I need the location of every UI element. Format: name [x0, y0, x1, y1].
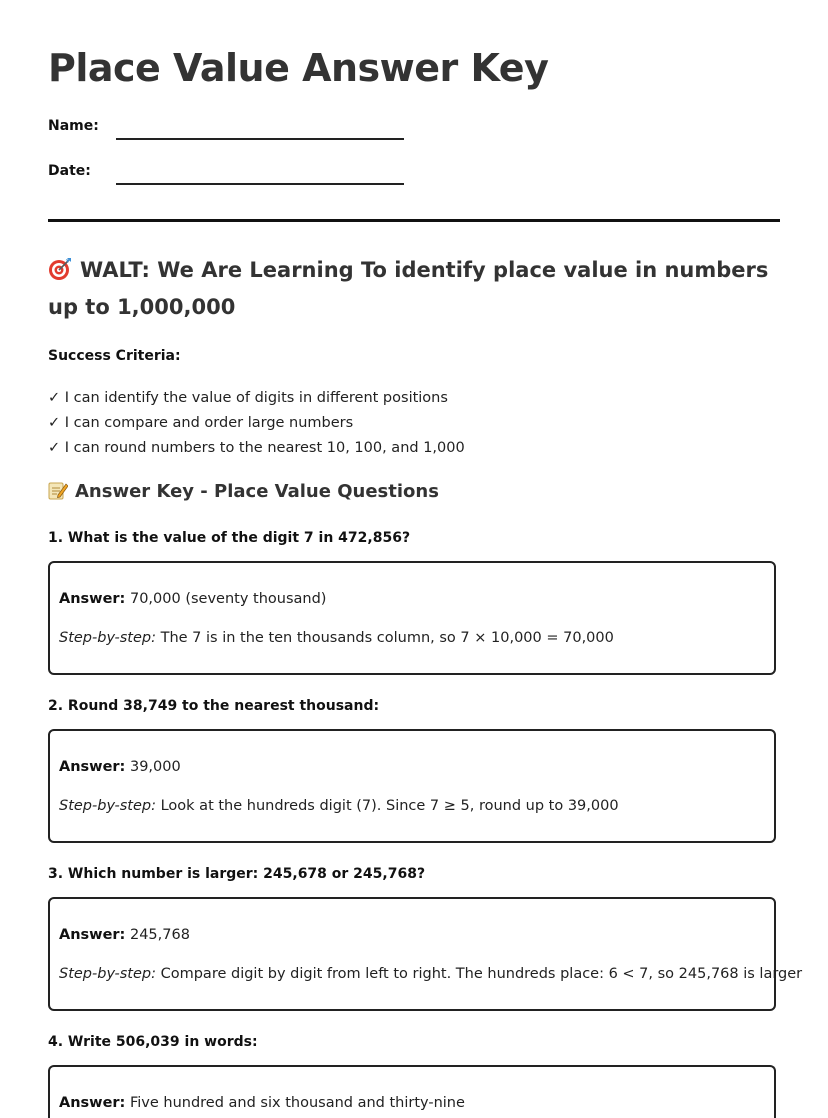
criteria-item: ✓ I can round numbers to the nearest 10, 100, and 1,000 — [48, 440, 465, 456]
step-2 — [59, 798, 619, 814]
answer-text: Five hundred and six thousand and thirty-nine — [129, 1095, 465, 1111]
criteria-item: ✓ I can identify the value of digits in different positions — [48, 390, 448, 406]
date-input-line[interactable] — [116, 183, 404, 185]
answer-4 — [59, 1095, 465, 1111]
answer-box-1 — [48, 561, 776, 675]
date-field[interactable] — [48, 163, 408, 187]
question-1: 1. What is the value of the digit 7 in 472,856? — [48, 530, 411, 546]
memo-icon — [48, 480, 68, 500]
walt-heading — [48, 252, 780, 326]
page-title: Place Value Answer Key — [48, 46, 549, 90]
answer-label: Answer: — [59, 1095, 126, 1111]
date-label: Date: — [48, 163, 91, 179]
answer-key-heading — [48, 480, 439, 502]
answer-box-2 — [48, 729, 776, 843]
step-3 — [59, 966, 802, 982]
question-4: 4. Write 506,039 in words: — [48, 1034, 258, 1050]
answer-3 — [59, 927, 190, 943]
answer-key-title: Answer Key - Place Value Questions — [75, 481, 439, 502]
question-2: 2. Round 38,749 to the nearest thousand: — [48, 698, 380, 714]
step-label: Step-by-step: — [59, 630, 156, 646]
success-criteria-label: Success Criteria: — [48, 348, 181, 364]
answer-box-3 — [48, 897, 803, 1011]
answer-label: Answer: — [59, 759, 126, 775]
question-3: 3. Which number is larger: 245,678 or 245,768? — [48, 866, 426, 882]
answer-2 — [59, 759, 181, 775]
step-label: Step-by-step: — [59, 966, 156, 982]
name-field[interactable] — [48, 118, 408, 142]
step-text: Look at the hundreds digit (7). Since 7 ≥ 5, round up to 39,000 — [160, 798, 619, 814]
success-criteria-list — [48, 386, 465, 461]
header-divider — [48, 219, 780, 222]
answer-text: 245,768 — [129, 927, 190, 943]
answer-label: Answer: — [59, 927, 126, 943]
name-input-line[interactable] — [116, 138, 404, 140]
step-1 — [59, 630, 614, 646]
answer-label: Answer: — [59, 591, 126, 607]
answer-text: 39,000 — [129, 759, 181, 775]
answer-box-4 — [48, 1065, 776, 1118]
walt-text: WALT: We Are Learning To identify place value in numbers up to 1,000,000 — [48, 258, 769, 319]
answer-1 — [59, 591, 326, 607]
target-icon — [48, 257, 72, 281]
name-label: Name: — [48, 118, 99, 134]
step-label: Step-by-step: — [59, 798, 156, 814]
step-text: The 7 is in the ten thousands column, so 7 × 10,000 = 70,000 — [160, 630, 614, 646]
step-text: Compare digit by digit from left to right. The hundreds place: 6 < 7, so 245,768 is larger — [160, 966, 803, 982]
answer-text: 70,000 (seventy thousand) — [129, 591, 327, 607]
criteria-item: ✓ I can compare and order large numbers — [48, 415, 354, 431]
